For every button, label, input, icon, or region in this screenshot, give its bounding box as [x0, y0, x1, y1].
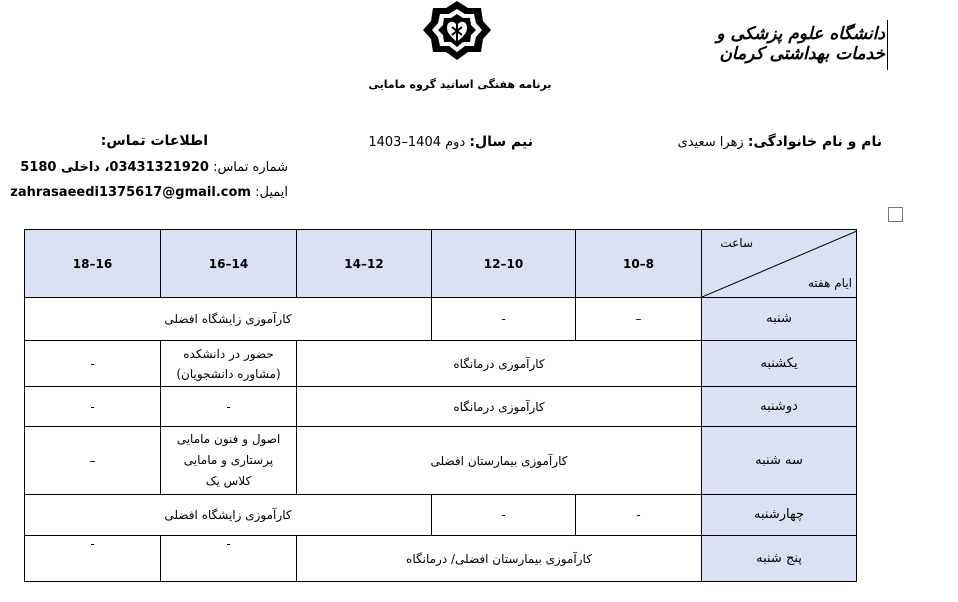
cell-line: (مشاوره دانشجویان) — [176, 366, 281, 381]
schedule-cell-merged: کارآموزی زایشگاه افضلی — [25, 495, 432, 536]
phone-value: 03431321920 — [109, 160, 209, 175]
cell-line: کلاس یک — [205, 474, 252, 488]
schedule-cell — [161, 427, 297, 495]
contact-label: اطلاعات تماس: — [100, 133, 208, 149]
day-cell: سه شنبه — [702, 427, 857, 495]
header-divider — [887, 20, 888, 70]
day-cell: شنبه — [702, 298, 857, 341]
schedule-cell: - — [161, 387, 297, 427]
name-line — [678, 134, 882, 150]
time-slot-header: 16–18 — [25, 230, 161, 298]
document-title: برنامه هفتگی اساتید گروه مامایی — [368, 78, 552, 91]
schedule-cell-merged: کارآموزی بیمارستان افضلی/ درمانگاه — [297, 536, 702, 582]
cell-line: پرستاری و مامایی — [183, 453, 274, 467]
email-line — [10, 185, 288, 200]
table-row — [25, 536, 857, 582]
schedule-cell: - — [161, 536, 297, 582]
contact-heading — [101, 133, 208, 149]
name-value: زهرا سعیدی — [677, 135, 744, 150]
cell-line: اصول و فنون مامایی — [176, 432, 281, 446]
checkbox[interactable] — [888, 207, 903, 222]
corner-days-label: ایام هفته — [807, 276, 852, 290]
schedule-cell: - — [25, 387, 161, 427]
phone-line — [20, 160, 288, 175]
schedule-cell: – — [25, 427, 161, 495]
schedule-cell-merged: کارآموزی درمانگاه — [297, 341, 702, 387]
day-cell: دوشنبه — [702, 387, 857, 427]
schedule-cell: - — [432, 495, 576, 536]
schedule-cell: - — [432, 298, 576, 341]
schedule-cell-merged: کارآموزی زایشگاه افضلی — [25, 298, 432, 341]
time-slot-header: 14–16 — [161, 230, 297, 298]
schedule-cell: – — [576, 298, 702, 341]
table-row — [25, 387, 857, 427]
cell-line: حضور در دانشکده — [183, 346, 274, 361]
university-name: دانشگاه علوم پزشکی و خدمات بهداشتی کرمان — [716, 24, 885, 64]
day-cell: یکشنبه — [702, 341, 857, 387]
table-row — [25, 495, 857, 536]
table-row — [25, 427, 857, 495]
schedule-cell: - — [25, 536, 161, 582]
corner-header-cell — [702, 230, 857, 298]
schedule-cell-merged: کارآموزی درمانگاه — [297, 387, 702, 427]
schedule-cell — [161, 341, 297, 387]
semester-line — [368, 134, 533, 150]
weekly-schedule-table — [24, 229, 857, 582]
semester-label: نیم سال: — [469, 134, 533, 150]
day-cell: چهارشنبه — [702, 495, 857, 536]
corner-time-label: ساعت — [720, 236, 753, 250]
time-slot-header: 8–10 — [576, 230, 702, 298]
semester-value: دوم 1404–1403 — [368, 135, 466, 150]
schedule-cell: - — [576, 495, 702, 536]
phone-extension: ، داخلی 5180 — [20, 160, 110, 175]
email-label: ایمیل: — [255, 185, 288, 200]
time-slot-header: 12–14 — [297, 230, 432, 298]
day-cell: پنج شنبه — [702, 536, 857, 582]
phone-label: شماره تماس: — [213, 160, 288, 175]
schedule-cell-merged: کارآموزی بیمارستان افضلی — [297, 427, 702, 495]
name-label: نام و نام خانوادگی: — [747, 134, 882, 150]
table-row — [25, 341, 857, 387]
time-slot-header: 10–12 — [432, 230, 576, 298]
email-value: zahrasaeedi1375617@gmail.com — [10, 185, 251, 200]
schedule-cell: - — [25, 341, 161, 387]
university-emblem-icon — [421, 0, 493, 62]
table-row — [25, 298, 857, 341]
